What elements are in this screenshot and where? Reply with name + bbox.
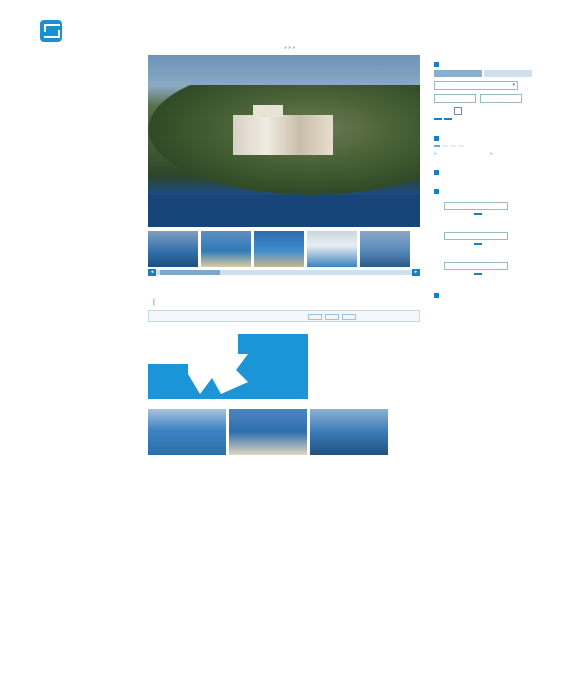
square-icon <box>434 293 439 298</box>
from-date-input[interactable] <box>434 94 476 103</box>
thumbnail[interactable] <box>254 231 304 267</box>
scroll-left-icon[interactable]: ◂ <box>148 269 156 276</box>
region-map[interactable] <box>148 334 308 399</box>
thumbnail-scrollbar[interactable] <box>148 270 420 275</box>
tab-price[interactable] <box>450 145 456 147</box>
tab-distances[interactable] <box>325 314 339 320</box>
photo-strip <box>148 409 420 455</box>
photo[interactable] <box>310 409 388 455</box>
tab-hotels[interactable] <box>342 314 356 320</box>
section-tabs <box>308 314 356 320</box>
tab-greece[interactable] <box>434 70 482 77</box>
right-column <box>434 62 544 301</box>
square-icon <box>434 136 439 141</box>
intro-box <box>148 310 420 322</box>
friend-send-button[interactable] <box>474 243 482 245</box>
sidebar <box>40 62 140 68</box>
photo[interactable] <box>229 409 307 455</box>
thumbnail[interactable] <box>360 231 410 267</box>
square-icon <box>434 62 439 67</box>
friend-email-input[interactable] <box>444 232 508 240</box>
logo[interactable] <box>40 20 65 42</box>
email-input[interactable] <box>444 202 508 210</box>
remind-send-button[interactable] <box>474 273 482 275</box>
remind-email-input[interactable] <box>444 262 508 270</box>
tab-trips[interactable] <box>308 314 322 320</box>
square-icon <box>434 189 439 194</box>
logo-icon <box>40 20 62 42</box>
destination-tree <box>40 62 140 68</box>
main-content <box>148 52 420 455</box>
tab-locality[interactable] <box>434 145 440 147</box>
search-button[interactable] <box>444 118 452 120</box>
newsletter-send-button[interactable] <box>474 213 482 215</box>
tab-type[interactable] <box>442 145 448 147</box>
thumbnail[interactable] <box>307 231 357 267</box>
hero-photo <box>148 55 420 227</box>
section-header: | <box>153 299 155 306</box>
tab-date[interactable] <box>458 145 464 147</box>
tab-cyprus[interactable] <box>484 70 532 77</box>
last-minute-checkbox[interactable] <box>454 107 462 115</box>
breadcrumb: » » » <box>284 45 296 51</box>
thumbnail[interactable] <box>148 231 198 267</box>
thumbnail-strip <box>148 231 420 267</box>
to-date-input[interactable] <box>480 94 522 103</box>
photo[interactable] <box>148 409 226 455</box>
square-icon <box>434 170 439 175</box>
scroll-right-icon[interactable]: ▸ <box>412 269 420 276</box>
locality-select[interactable] <box>434 81 518 90</box>
more-options-button[interactable] <box>434 118 442 120</box>
thumbnail[interactable] <box>201 231 251 267</box>
